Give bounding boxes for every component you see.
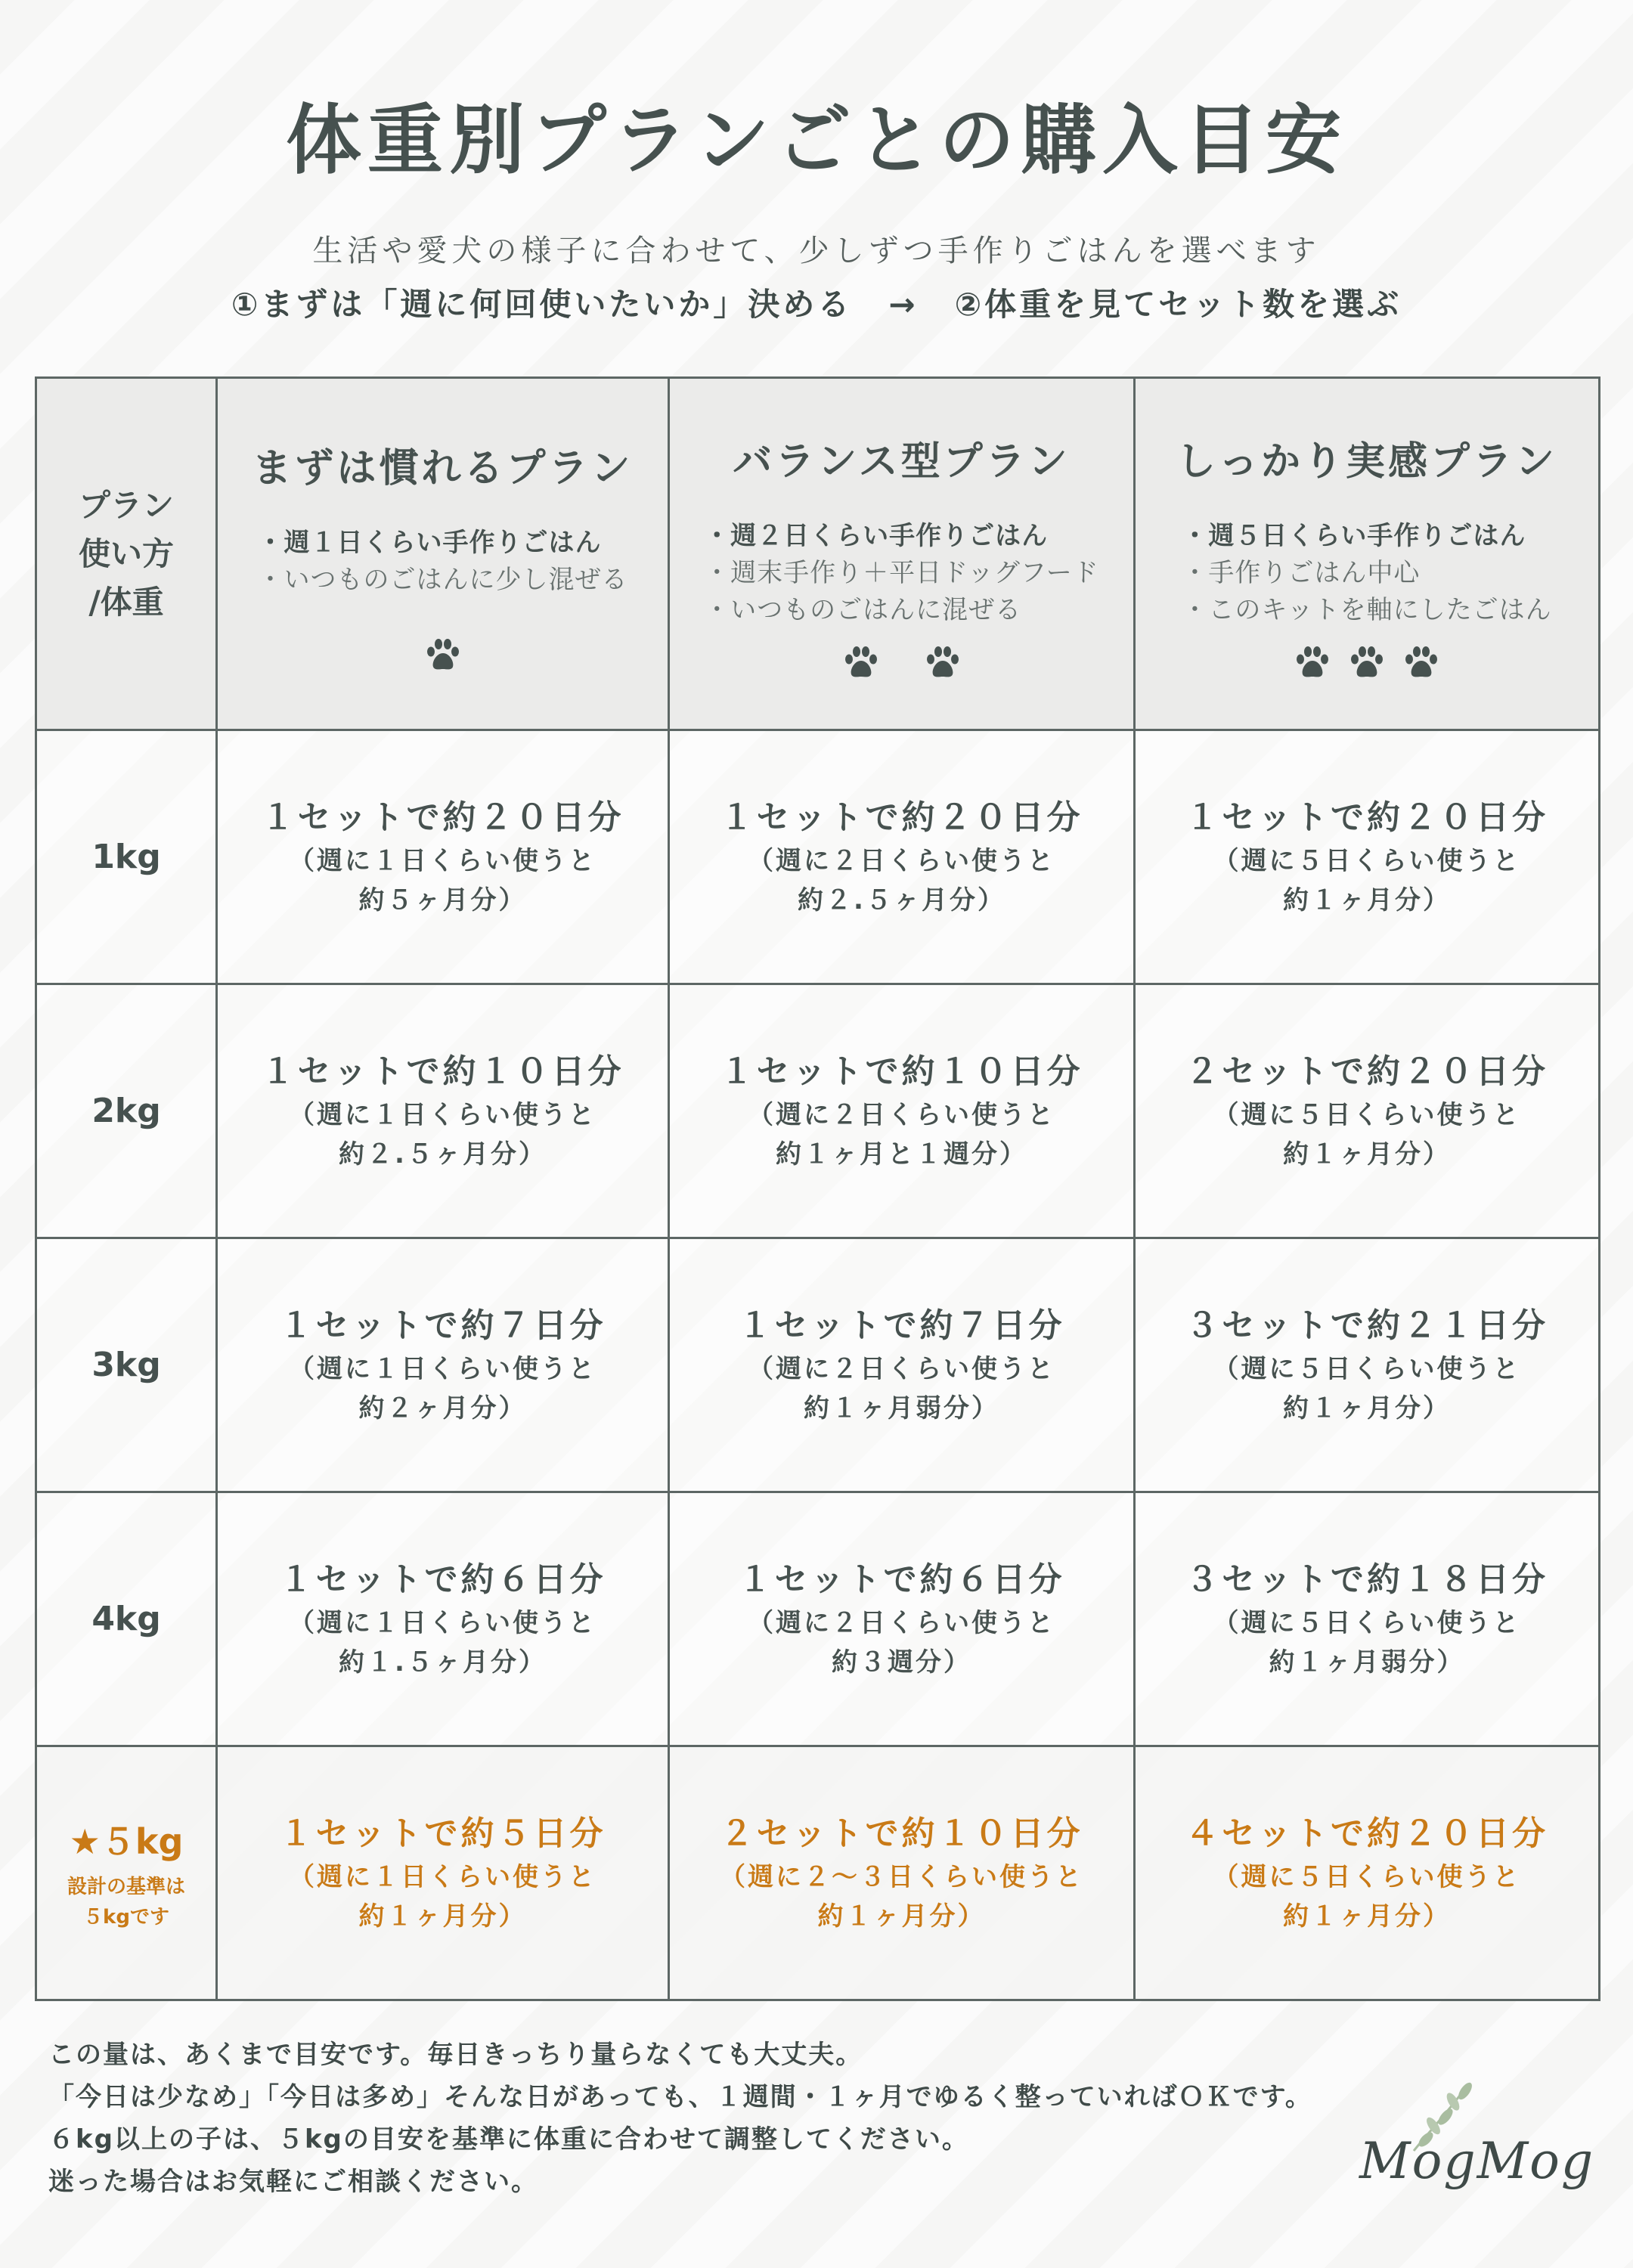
cell-main-text: １セットで約７日分: [738, 1306, 1065, 1345]
cell-main-text: １セットで約６日分: [279, 1560, 606, 1599]
cell-main-text: １セットで約２０日分: [1185, 798, 1548, 837]
step-1: ①まずは「週に何回使いたいか」決める: [231, 286, 853, 323]
cell-sub-text: 約３週分）: [832, 1647, 971, 1678]
cell-sub-text: （週に２日くらい使うと: [748, 845, 1055, 876]
cell-sub-text: 約２.５ヶ月分）: [339, 1139, 547, 1170]
cell-main-text: １セットで約２０日分: [261, 798, 624, 837]
table-header-row: [36, 378, 1600, 730]
corner-label-weight: /体重: [88, 583, 164, 621]
plan-header-balance: [669, 378, 1135, 730]
weight-label: 3kg: [91, 1346, 161, 1384]
cell-sub-text: 約１ヶ月分）: [817, 1901, 986, 1932]
table-cell: [217, 1238, 669, 1492]
weight-cell: [36, 984, 217, 1238]
cell-main-text: ３セットで約１８日分: [1185, 1560, 1548, 1599]
cell-sub-text: 約１ヶ月分）: [1283, 885, 1451, 916]
weight-cell: [36, 1492, 217, 1746]
plan-desc-line: ・週末手作り＋平日ドッグフード: [704, 557, 1099, 588]
plan-desc-line: ・週１日くらい手作りごはん: [257, 528, 602, 558]
plan-description: [704, 518, 1099, 629]
cell-main-text: ２セットで約１０日分: [720, 1814, 1083, 1853]
corner-cell: [36, 378, 217, 730]
cell-sub-text: （週に５日くらい使うと: [1213, 1607, 1521, 1638]
plan-name: しっかり実感プラン: [1176, 438, 1557, 485]
cell-sub-text: （週に５日くらい使うと: [1213, 1353, 1521, 1384]
table-row: [36, 730, 1600, 984]
cell-sub-text: （週に２日くらい使うと: [748, 1353, 1055, 1384]
plan-desc-line: ・このキットを軸にしたごはん: [1182, 594, 1552, 625]
plan-header-beginner: [217, 378, 669, 730]
cell-sub-text: 約１ヶ月分）: [1283, 1901, 1451, 1932]
cell-sub-text: （週に２日くらい使うと: [748, 1099, 1055, 1130]
paw-icon: [1294, 646, 1331, 679]
paw-icon: [1403, 646, 1439, 679]
paw-rating: [218, 638, 668, 671]
footer-line: この量は、あくまで目安です。毎日きっちり量らなくても大丈夫。: [48, 2040, 863, 2070]
weight-cell: [36, 1746, 217, 2000]
cell-sub-text: 約５ヶ月分）: [358, 885, 527, 916]
arrow-icon: →: [888, 286, 919, 323]
brand-logo: [1346, 2079, 1603, 2215]
weight-cell: [36, 1238, 217, 1492]
corner-label-usage: 使い方: [78, 534, 174, 572]
cell-sub-text: （週に５日くらい使うと: [1213, 845, 1521, 876]
table-cell: [669, 1746, 1135, 2000]
weight-note-line: 設計の基準は: [67, 1875, 185, 1898]
weight-cell: [36, 730, 217, 984]
cell-sub-text: 約１ヶ月分）: [1283, 1393, 1451, 1424]
step-2: ②体重を見てセット数を選ぶ: [954, 286, 1402, 323]
plan-desc-line: ・いつものごはんに混ぜる: [704, 594, 1022, 625]
plan-desc-line: ・週２日くらい手作りごはん: [704, 520, 1049, 551]
plan-name: バランス型プラン: [733, 438, 1071, 485]
paw-rating: [670, 646, 1133, 679]
cell-sub-text: 約１ヶ月分）: [358, 1901, 527, 1932]
cell-sub-text: （週に１日くらい使うと: [289, 1607, 596, 1638]
table-cell: [1135, 984, 1600, 1238]
paw-icon: [1349, 646, 1385, 679]
weight-label: 1kg: [91, 838, 161, 876]
table-cell: [669, 984, 1135, 1238]
page-title: 体重別プランごとの購入目安: [286, 96, 1347, 184]
cell-sub-text: （週に１日くらい使うと: [289, 845, 596, 876]
cell-sub-text: 約１.５ヶ月分）: [339, 1647, 547, 1678]
cell-sub-text: 約１ヶ月と１週分）: [776, 1139, 1027, 1170]
plan-description: [258, 525, 628, 599]
table-cell: [217, 984, 669, 1238]
cell-main-text: １セットで約１０日分: [720, 1052, 1083, 1091]
cell-main-text: ２セットで約２０日分: [1185, 1052, 1548, 1091]
cell-main-text: １セットで約２０日分: [720, 798, 1083, 837]
cell-main-text: ４セットで約２０日分: [1185, 1814, 1548, 1853]
cell-main-text: ３セットで約２１日分: [1185, 1306, 1548, 1345]
table-row: [36, 1492, 1600, 1746]
cell-sub-text: （週に１日くらい使うと: [289, 1861, 596, 1892]
table-cell: [217, 730, 669, 984]
cell-sub-text: （週に２日くらい使うと: [748, 1607, 1055, 1638]
plan-name: まずは慣れるプラン: [252, 446, 634, 491]
paw-rating: [1136, 646, 1598, 679]
footer-line: 迷った場合はお気軽にご相談ください。: [48, 2167, 538, 2197]
table-cell: [1135, 1492, 1600, 1746]
table-row: [36, 984, 1600, 1238]
weight-label: 2kg: [91, 1092, 161, 1130]
cell-sub-text: 約１ヶ月弱分）: [1269, 1647, 1465, 1678]
cell-main-text: １セットで約５日分: [279, 1814, 606, 1853]
table-cell: [669, 1492, 1135, 1746]
table-row-highlight: [36, 1746, 1600, 2000]
weight-note: [37, 1872, 215, 1932]
weight-note-line: ５kgです: [83, 1905, 169, 1929]
cell-main-text: １セットで約７日分: [279, 1306, 606, 1345]
cell-sub-text: （週に５日くらい使うと: [1213, 1099, 1521, 1130]
cell-sub-text: （週に１日くらい使うと: [289, 1099, 596, 1130]
footer-line: ６kg以上の子は、５kgの目安を基準に体重に合わせて調整してください。: [48, 2124, 969, 2155]
table-cell: [217, 1492, 669, 1746]
table-cell: [669, 730, 1135, 984]
cell-sub-text: （週に５日くらい使うと: [1213, 1861, 1521, 1892]
plan-desc-line: ・手作りごはん中心: [1182, 557, 1421, 588]
footer-line: 「今日は少なめ」「今日は多め」そんな日があっても、１週間・１ヶ月でゆるく整っていればＯＫです。: [48, 2082, 1312, 2112]
paw-icon: [425, 638, 461, 671]
cell-sub-text: 約１ヶ月弱分）: [804, 1393, 999, 1424]
plan-desc-line: ・週５日くらい手作りごはん: [1182, 520, 1526, 551]
cell-main-text: １セットで約１０日分: [261, 1052, 624, 1091]
plan-description: [1182, 518, 1551, 629]
table-cell: [669, 1238, 1135, 1492]
corner-label-plan: プラン: [78, 486, 174, 524]
cell-sub-text: 約１ヶ月分）: [1283, 1139, 1451, 1170]
plan-desc-line: ・いつものごはんに少し混ぜる: [257, 565, 628, 595]
cell-sub-text: 約２.５ヶ月分）: [798, 885, 1006, 916]
paw-icon: [843, 646, 879, 679]
weight-label: ★５kg: [69, 1820, 184, 1862]
steps-line: [0, 280, 1633, 325]
cell-sub-text: （週に２〜３日くらい使うと: [720, 1861, 1083, 1892]
footer-notes: [48, 2034, 1334, 2203]
plan-table: [35, 376, 1600, 2001]
cell-sub-text: 約２ヶ月分）: [358, 1393, 527, 1424]
cell-sub-text: （週に１日くらい使うと: [289, 1353, 596, 1384]
logo-text: MogMog: [1359, 2132, 1595, 2190]
cell-main-text: １セットで約６日分: [738, 1560, 1065, 1599]
table-cell: [1135, 1746, 1600, 2000]
table-row: [36, 1238, 1600, 1492]
paw-icon: [925, 646, 961, 679]
table-cell: [1135, 730, 1600, 984]
plan-header-full: [1135, 378, 1600, 730]
page-subtitle: 生活や愛犬の様子に合わせて、少しずつ手作りごはんを選べます: [312, 234, 1321, 268]
weight-label: 4kg: [91, 1600, 161, 1638]
table-cell: [1135, 1238, 1600, 1492]
table-cell: [217, 1746, 669, 2000]
